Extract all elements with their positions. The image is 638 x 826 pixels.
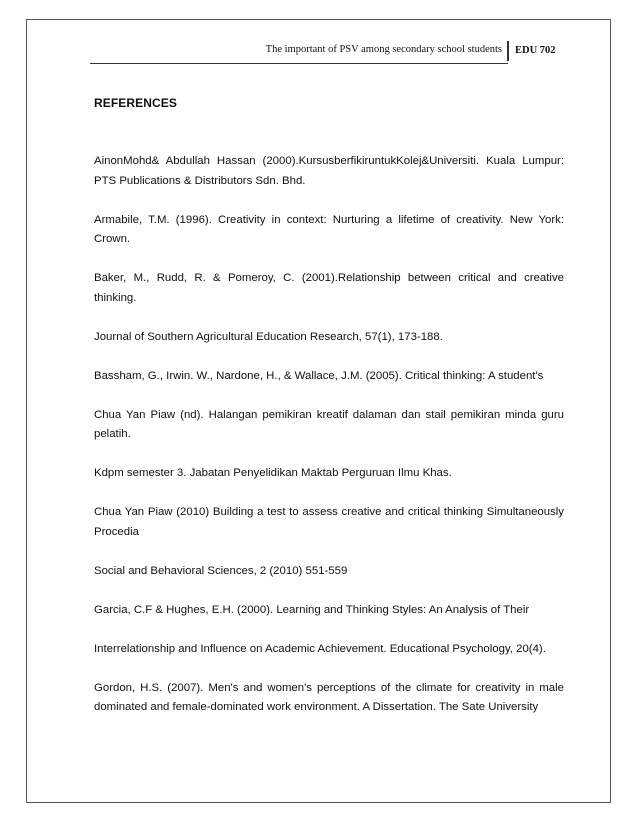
reference-line: thinking. xyxy=(94,291,137,304)
reference-line: Procedia xyxy=(94,525,139,538)
reference-line: Gordon, H.S. (2007). Men's and women's perceptions of the climate for creativity in male xyxy=(94,681,564,694)
references-list xyxy=(94,152,564,737)
reference-entry xyxy=(94,562,564,582)
reference-line: AinonMohd& Abdullah Hassan (2000).KursusberfikiruntukKolej&Universiti. Kuala Lumpur: xyxy=(94,155,564,167)
reference-entry xyxy=(94,328,564,348)
reference-entry xyxy=(94,211,564,250)
references-heading: REFERENCES xyxy=(94,96,178,110)
reference-entry xyxy=(94,601,564,621)
reference-line: pelatih. xyxy=(94,428,131,440)
header-title: The important of PSV among secondary school students xyxy=(265,44,502,55)
reference-line: dominated and female-dominated work environment. A Dissertation. The Sate University xyxy=(94,701,539,713)
reference-line: Interrelationship and Influence on Academic Achievement. Educational Psychology, 20(4). xyxy=(94,642,546,655)
reference-entry xyxy=(94,269,564,308)
reference-entry xyxy=(94,152,564,191)
reference-entry xyxy=(94,464,564,484)
reference-line: Kdpm semester 3. Jabatan Penyelidikan Maktab Perguruan Ilmu Khas. xyxy=(94,467,452,479)
reference-line: Social and Behavioral Sciences, 2 (2010) 551-559 xyxy=(94,564,348,577)
reference-line: Baker, M., Rudd, R. & Pomeroy, C. (2001).Relationship between critical and creative xyxy=(94,272,564,284)
reference-entry xyxy=(94,503,564,542)
reference-line: PTS Publications & Distributors Sdn. Bhd. xyxy=(94,174,306,187)
page-header xyxy=(0,41,638,63)
reference-line: Garcia, C.F & Hughes, E.H. (2000). Learning and Thinking Styles: An Analysis of Their xyxy=(94,603,530,616)
reference-line: Chua Yan Piaw (nd). Halangan pemikiran kreatif dalaman dan stail pemikiran minda guru xyxy=(94,408,564,421)
reference-line: Bassham, G., Irwin. W., Nardone, H., & Wallace, J.M. (2005). Critical thinking: A student's xyxy=(94,369,544,382)
reference-entry xyxy=(94,367,564,387)
reference-entry xyxy=(94,679,564,718)
header-rule xyxy=(90,63,508,64)
reference-line: Chua Yan Piaw (2010) Building a test to assess creative and critical thinking Simultaneously xyxy=(94,506,564,518)
reference-line: Armabile, T.M. (1996). Creativity in context: Nurturing a lifetime of creativity. New York: xyxy=(94,213,564,226)
reference-entry xyxy=(94,406,564,445)
header-course-code: EDU 702 xyxy=(507,41,556,61)
reference-line: Crown. xyxy=(94,233,131,245)
reference-line: Journal of Southern Agricultural Education Research, 57(1), 173-188. xyxy=(94,330,443,343)
reference-entry xyxy=(94,640,564,660)
